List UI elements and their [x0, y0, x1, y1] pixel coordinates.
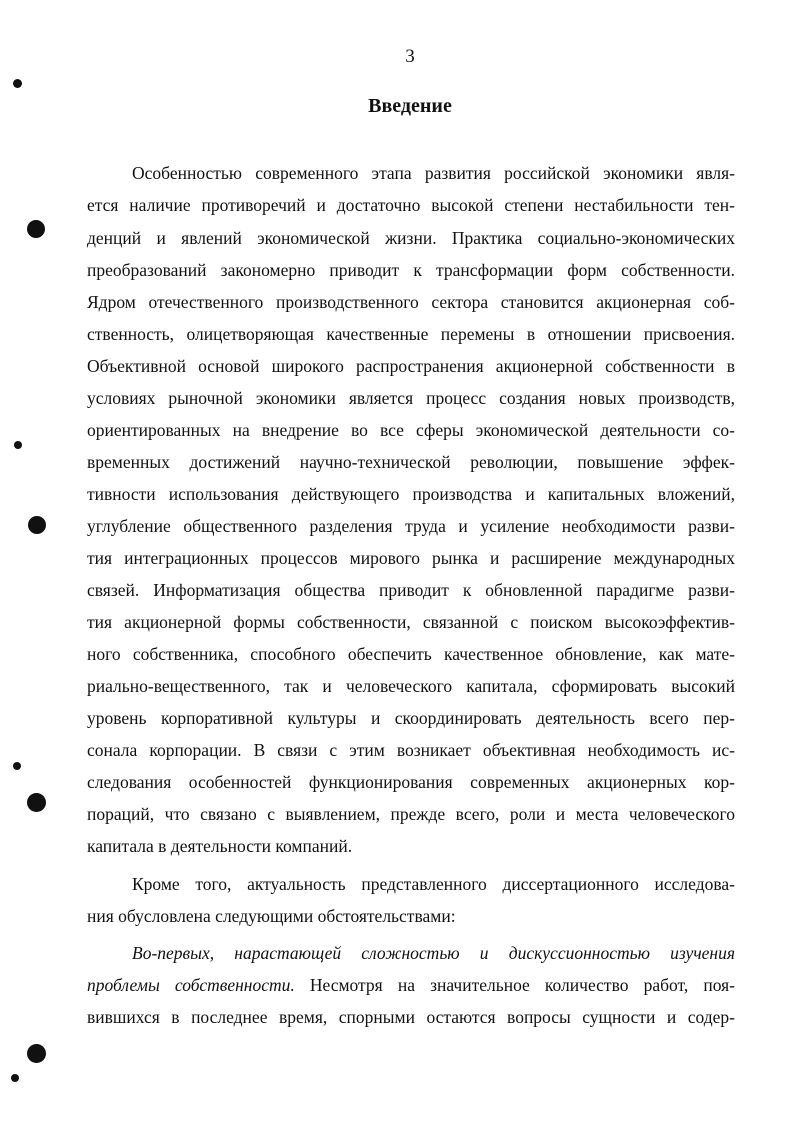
text-line: Ядром отечественного производственного сектора становится акционерная соб-	[87, 292, 735, 312]
scan-dot-mark	[27, 220, 45, 238]
text-line: пораций, что связано с выявлением, прежде всего, роли и места человеческого	[87, 804, 735, 824]
text-line: капитала в деятельности компаний.	[87, 836, 353, 856]
text-line: ется наличие противоречий и достаточно высокой степени нестабильности тен-	[87, 195, 735, 215]
text-line: денций и явлений экономической жизни. Практика социально-экономических	[87, 228, 735, 248]
text-line: временных достижений научно-технической революции, повышение эффек-	[87, 452, 735, 472]
text-line: сонала корпорации. В связи с этим возникает объективная необходимость ис-	[87, 740, 735, 760]
scan-dot-mark	[27, 793, 46, 812]
text-line: ного собственника, способного обеспечить качественное обновление, как мате-	[87, 644, 735, 664]
text-line: ориентированных на внедрение во все сферы экономической деятельности со-	[87, 420, 735, 440]
text-line: связей. Информатизация общества приводит к обновленной парадигме разви-	[87, 580, 735, 600]
page-number: 3	[405, 46, 415, 67]
italic-span: проблемы собственности.	[87, 975, 295, 995]
scan-dot-mark	[13, 762, 21, 770]
scan-dot-mark	[27, 1044, 46, 1063]
text-line: углубление общественного разделения труда и усиление необходимости разви-	[87, 516, 735, 536]
text-line: тивности использования действующего производства и капитальных вложений,	[87, 484, 735, 504]
scan-dot-mark	[13, 79, 22, 88]
text-line: Особенностью современного этапа развития российской экономики явля-	[132, 163, 735, 183]
text-line-mixed	[87, 974, 735, 996]
scan-dot-mark	[28, 516, 46, 534]
text-line: Объективной основой широкого распространения акционерной собственности в	[87, 356, 735, 376]
text-line: тия акционерной формы собственности, связанной с поиском высокоэффектив-	[87, 612, 735, 632]
text-line: вившихся в последнее время, спорными остаются вопросы сущности и содер-	[87, 1007, 735, 1027]
text-line: тия интеграционных процессов мирового рынка и расширение международных	[87, 548, 735, 568]
scan-dot-mark	[14, 441, 22, 449]
regular-span: Несмотря на значительное количество работ, поя-	[294, 975, 735, 995]
scan-dot-mark	[11, 1074, 19, 1082]
text-line: уровень корпоративной культуры и скоординировать деятельность всего пер-	[87, 708, 735, 728]
text-line: ния обусловлена следующими обстоятельствами:	[87, 906, 456, 926]
text-line: преобразований закономерно приводит к трансформации форм собственности.	[87, 260, 735, 280]
text-line: риально-вещественного, так и человеческого капитала, сформировать высокий	[87, 676, 735, 696]
text-line: следования особенностей функционирования современных акционерных кор-	[87, 772, 735, 792]
text-line: Кроме того, актуальность представленного диссертационного исследова-	[132, 874, 735, 894]
page-title: Введение	[368, 95, 452, 117]
text-line: условиях рыночной экономики является процесс создания новых производств,	[87, 388, 735, 408]
text-line: ственность, олицетворяющая качественные перемены в отношении присвоения.	[87, 324, 735, 344]
text-line-italic: Во-первых, нарастающей сложностью и дискуссионностью изучения	[132, 943, 735, 963]
